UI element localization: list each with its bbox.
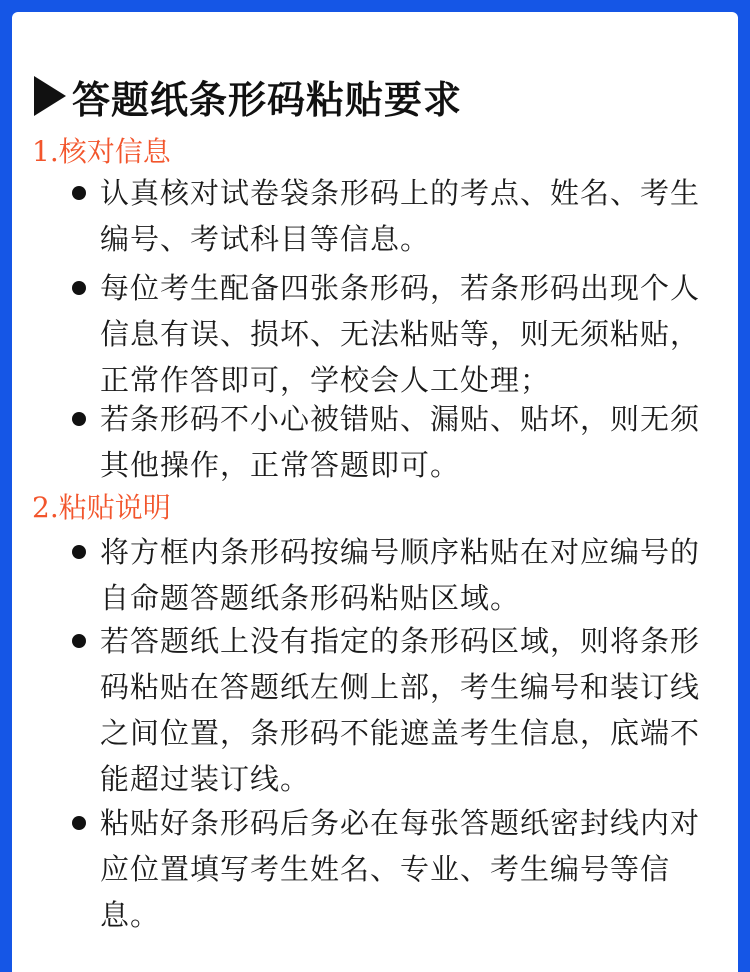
list-item: 将方框内条形码按编号顺序粘贴在对应编号的自命题答题纸条形码粘贴区域。 xyxy=(100,535,701,615)
triangle-right-icon xyxy=(34,76,66,116)
bullet-icon xyxy=(72,545,86,559)
bullet-icon xyxy=(72,634,86,648)
list-item: 若条形码不小心被错贴、漏贴、贴坏，则无须其他操作，正常答题即可。 xyxy=(100,402,701,482)
section-heading-verify-info: 1.核对信息 xyxy=(32,135,171,168)
page-title-block xyxy=(34,68,462,124)
list-item: 粘贴好条形码后务必在每张答题纸密封线内对应位置填写考生姓名、专业、考生编号等信息。 xyxy=(100,806,701,932)
list-item: 认真核对试卷袋条形码上的考点、姓名、考生编号、考试科目等信息。 xyxy=(100,176,701,256)
section-heading-paste-instructions: 2.粘贴说明 xyxy=(32,491,171,524)
list-item: 若答题纸上没有指定的条形码区域，则将条形码粘贴在答题纸左侧上部，考生编号和装订线之间位置，条形码不能遮盖考生信息，底端不能超过装订线。 xyxy=(100,624,701,796)
bullet-icon xyxy=(72,816,86,830)
list-item: 每位考生配备四张条形码，若条形码出现个人信息有误、损坏、无法粘贴等，则无须粘贴，正常作答即可，学校会人工处理； xyxy=(100,271,701,397)
bullet-icon xyxy=(72,412,86,426)
page-title: 答题纸条形码粘贴要求 xyxy=(72,77,463,122)
bullet-icon xyxy=(72,186,86,200)
bullet-icon xyxy=(72,281,86,295)
